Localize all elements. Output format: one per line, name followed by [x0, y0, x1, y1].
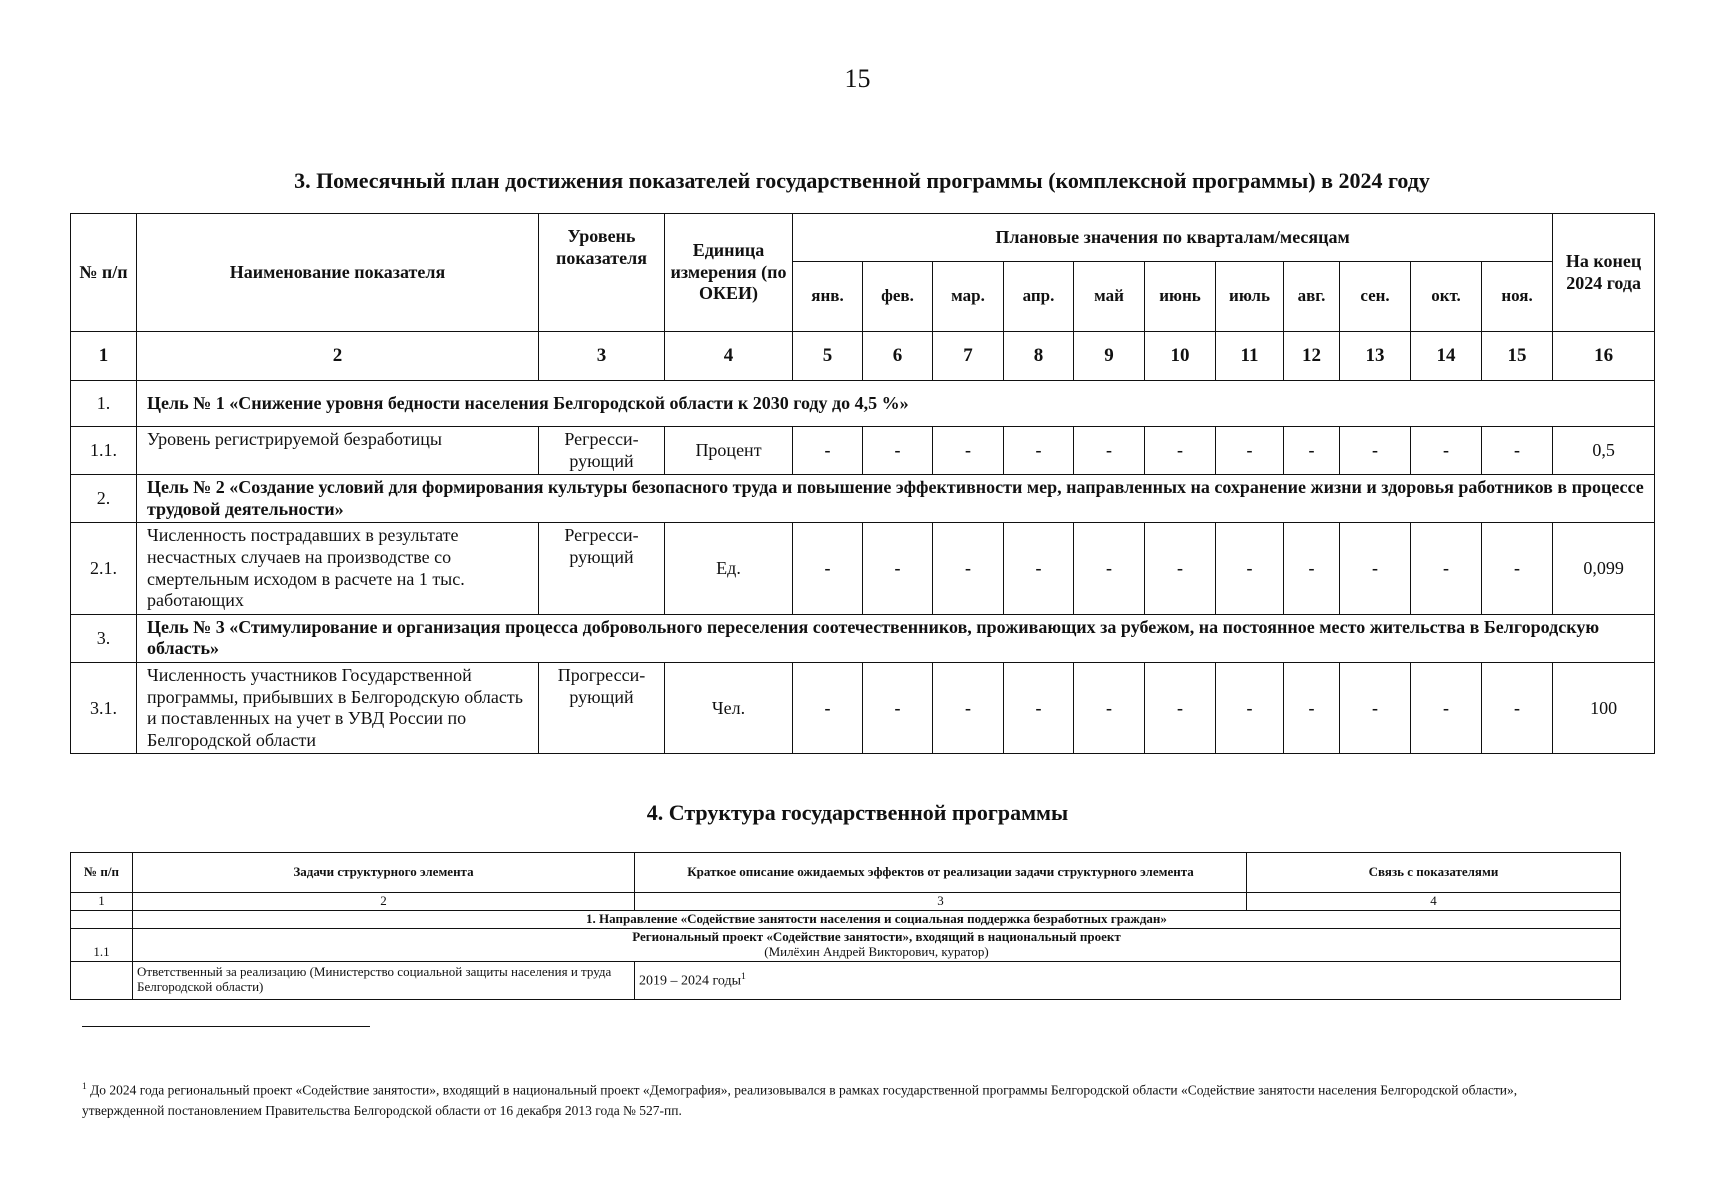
- month-value: -: [1004, 662, 1074, 753]
- header-month: июнь: [1145, 262, 1216, 332]
- month-value: -: [1074, 662, 1145, 753]
- month-value: -: [1411, 662, 1482, 753]
- indicator-unit: Чел.: [665, 662, 793, 753]
- project-row: [133, 928, 1621, 961]
- month-value: -: [1482, 427, 1553, 475]
- footnote-separator: [82, 1026, 370, 1027]
- column-number: 6: [863, 332, 933, 381]
- column-number: 10: [1145, 332, 1216, 381]
- project-title: Региональный проект «Содействие занятости», входящий в национальный проект: [632, 928, 1121, 944]
- column-number: 3: [539, 332, 665, 381]
- column-number: 5: [793, 332, 863, 381]
- month-value: -: [1411, 427, 1482, 475]
- goal-title: Цель № 2 «Создание условий для формирования культуры безопасного труда и повышение эффективности мер, направленных на сохранение жизни и здоровья работников в процессе трудовой деятельности»: [137, 475, 1655, 523]
- header-month: июль: [1216, 262, 1284, 332]
- month-value: -: [1216, 427, 1284, 475]
- program-structure-table: [70, 852, 1621, 1000]
- column-number: 14: [1411, 332, 1482, 381]
- indicator-number: 1.1.: [71, 427, 137, 475]
- header-month: авг.: [1284, 262, 1340, 332]
- header-month: фев.: [863, 262, 933, 332]
- end-of-year-value: 0,099: [1553, 523, 1655, 614]
- empty-cell: [71, 961, 133, 999]
- column-number: 1: [71, 332, 137, 381]
- column-number: 11: [1216, 332, 1284, 381]
- goal-title: Цель № 3 «Стимулирование и организация процесса добровольного переселения соотечественников, проживающих за рубежом, на постоянное место жительства в Белгородскую область»: [137, 614, 1655, 662]
- end-of-year-value: 0,5: [1553, 427, 1655, 475]
- column-number: 3: [635, 893, 1247, 911]
- month-value: -: [793, 662, 863, 753]
- month-value: -: [1340, 427, 1411, 475]
- month-value: -: [863, 662, 933, 753]
- header-unit: Единица измерения (по ОКЕИ): [665, 214, 793, 332]
- goal-number: 3.: [71, 614, 137, 662]
- column-number: 4: [665, 332, 793, 381]
- header-link: Связь с показателями: [1247, 853, 1621, 893]
- month-value: -: [1004, 523, 1074, 614]
- column-number: 8: [1004, 332, 1074, 381]
- goal-number: 1.: [71, 381, 137, 427]
- month-value: -: [1482, 662, 1553, 753]
- column-number: 15: [1482, 332, 1553, 381]
- month-value: -: [793, 523, 863, 614]
- indicator-level: Регресси-рующий: [539, 523, 665, 614]
- header-level: Уровень показателя: [539, 214, 665, 332]
- month-value: -: [1004, 427, 1074, 475]
- indicator-level: Прогресси-рующий: [539, 662, 665, 753]
- header-no: № п/п: [71, 214, 137, 332]
- month-value: -: [1145, 662, 1216, 753]
- column-number: 2: [133, 893, 635, 911]
- month-value: -: [933, 427, 1004, 475]
- column-number: 9: [1074, 332, 1145, 381]
- direction-row: 1. Направление «Содействие занятости населения и социальная поддержка безработных граждан»: [133, 910, 1621, 928]
- month-value: -: [1284, 662, 1340, 753]
- month-value: -: [1145, 427, 1216, 475]
- header-month: ноя.: [1482, 262, 1553, 332]
- goal-title: Цель № 1 «Снижение уровня бедности населения Белгородской области к 2030 году до 4,5 %»: [137, 381, 1655, 427]
- section-4-title: 4. Структура государственной программы: [646, 800, 1069, 825]
- indicator-number: 3.1.: [71, 662, 137, 753]
- indicator-name: Численность участников Государственной программы, прибывших в Белгородскую область и поставленных на учет в УВД России по Белгородской области: [137, 662, 539, 753]
- indicator-unit: Ед.: [665, 523, 793, 614]
- month-value: -: [1216, 662, 1284, 753]
- footnote: [82, 1080, 1602, 1121]
- column-number: 1: [71, 893, 133, 911]
- header-indicator-name: Наименование показателя: [137, 214, 539, 332]
- header-month: мар.: [933, 262, 1004, 332]
- column-number: 12: [1284, 332, 1340, 381]
- indicator-level: Регресси-рующий: [539, 427, 665, 475]
- responsible-cell: Ответственный за реализацию (Министерство социальной защиты населения и труда Белгородской области): [133, 961, 635, 999]
- month-value: -: [1216, 523, 1284, 614]
- header-planned-values: Плановые значения по кварталам/месяцам: [793, 214, 1553, 262]
- month-value: -: [1284, 523, 1340, 614]
- month-value: -: [863, 523, 933, 614]
- month-value: -: [1340, 523, 1411, 614]
- goal-number: 2.: [71, 475, 137, 523]
- month-value: -: [1074, 523, 1145, 614]
- project-number: 1.1: [71, 928, 133, 961]
- month-value: -: [1482, 523, 1553, 614]
- header-tasks: Задачи структурного элемента: [133, 853, 635, 893]
- period-cell: [635, 961, 1621, 999]
- month-value: -: [863, 427, 933, 475]
- header-month: май: [1074, 262, 1145, 332]
- column-number: 4: [1247, 893, 1621, 911]
- column-number: 2: [137, 332, 539, 381]
- page-number: 15: [844, 64, 871, 93]
- indicator-name: Уровень регистрируемой безработицы: [137, 427, 539, 475]
- header-month: янв.: [793, 262, 863, 332]
- month-value: -: [793, 427, 863, 475]
- footnote-mark: 1: [82, 1082, 87, 1092]
- header-no: № п/п: [71, 853, 133, 893]
- header-month: окт.: [1411, 262, 1482, 332]
- end-of-year-value: 100: [1553, 662, 1655, 753]
- month-value: -: [1340, 662, 1411, 753]
- column-number: 7: [933, 332, 1004, 381]
- header-effects: Краткое описание ожидаемых эффектов от реализации задачи структурного элемента: [635, 853, 1247, 893]
- month-value: -: [1411, 523, 1482, 614]
- header-month: сен.: [1340, 262, 1411, 332]
- month-value: -: [1284, 427, 1340, 475]
- column-number: 13: [1340, 332, 1411, 381]
- month-value: -: [933, 662, 1004, 753]
- indicator-unit: Процент: [665, 427, 793, 475]
- section-3-title: 3. Помесячный план достижения показателей государственной программы (комплексной программы) в 2024 году: [294, 168, 1430, 193]
- month-value: -: [1074, 427, 1145, 475]
- month-value: -: [933, 523, 1004, 614]
- indicator-name: Численность пострадавших в результате несчастных случаев на производстве со смертельным исходом в расчете на 1 тыс. работающих: [137, 523, 539, 614]
- footnote-text: До 2024 года региональный проект «Содействие занятости», входящий в национальный проект «Демография», реализовывался в рамках государственной программы Белгородской области «Содействие занятости населения Белгородской области», утвержденной постановлением Правительства Белгородской области от 16 декабря 2013 года № 527-пп.: [82, 1082, 1518, 1118]
- header-end-of-year: На конец 2024 года: [1553, 214, 1655, 332]
- empty-cell: [71, 910, 133, 928]
- header-month: апр.: [1004, 262, 1074, 332]
- column-number: 16: [1553, 332, 1655, 381]
- period-text: 2019 – 2024 годы: [639, 973, 742, 989]
- monthly-plan-table: [70, 213, 1655, 754]
- month-value: -: [1145, 523, 1216, 614]
- footnote-ref: 1: [741, 970, 746, 982]
- project-curator: (Милёхин Андрей Викторович, куратор): [764, 943, 989, 959]
- indicator-number: 2.1.: [71, 523, 137, 614]
